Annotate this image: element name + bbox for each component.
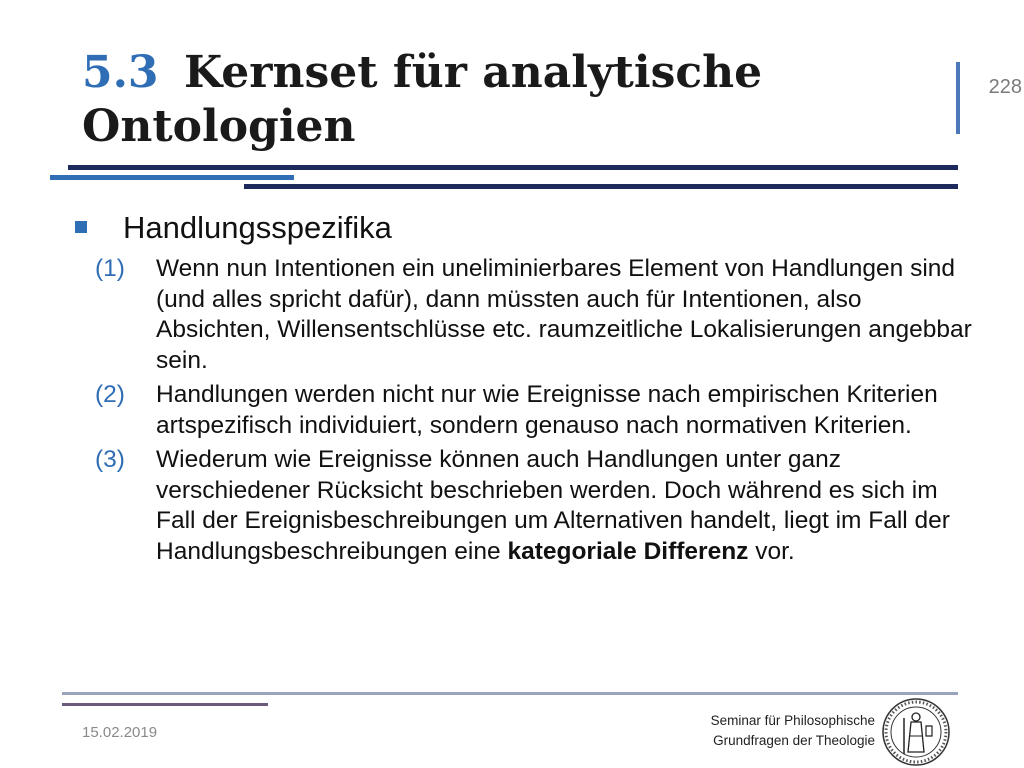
footer-seminar-name xyxy=(700,711,875,751)
section-number: 5.3 xyxy=(82,47,159,98)
footer-rule-accent xyxy=(62,703,268,706)
list-item-marker: (1) xyxy=(95,255,125,282)
page-number: 228 xyxy=(988,76,1022,98)
list-item-text: Handlungen werden nicht nur wie Ereignisse nach empirischen Kriterien artspezifisch individuiert, sondern genauso nach normativen Kriterien. xyxy=(156,381,938,439)
seminar-line-2: Grundfragen der Theologie xyxy=(713,733,875,748)
list-item xyxy=(95,445,975,567)
list-item xyxy=(95,380,975,441)
header-rule-navy-top xyxy=(68,165,958,170)
square-bullet-icon xyxy=(75,221,87,233)
header-vertical-bar xyxy=(956,62,960,134)
slide-title-text: Kernset für analytische Ontologien xyxy=(82,47,763,152)
list-item-text-end: vor. xyxy=(748,537,795,565)
header-rule-navy-bottom xyxy=(244,184,958,189)
main-bullet-text: Handlungsspezifika xyxy=(123,210,392,245)
list-item xyxy=(95,254,975,376)
emphasis-kategoriale-differenz: kategoriale Differenz xyxy=(507,537,749,565)
slide-title xyxy=(82,46,942,154)
numbered-list xyxy=(95,254,975,571)
university-seal-logo xyxy=(880,696,952,768)
footer-date: 15.02.2019 xyxy=(82,724,158,741)
footer-rule xyxy=(62,692,958,695)
list-item-marker: (3) xyxy=(95,446,125,473)
seminar-line-1: Seminar für Philosophische xyxy=(710,713,875,728)
list-item-text-start: Wiederum wie Ereignisse können auch Handlungen unter ganz verschiedener Rücksicht beschrieben werden. Doch während es sich im Fall der Ereignisbeschreibungen um Alternativen handelt, liegt im Fall der Handlungsbeschreibungen eine xyxy=(156,446,950,565)
list-item-marker: (2) xyxy=(95,381,125,408)
list-item-text xyxy=(156,446,950,565)
header-rule-blue-left xyxy=(50,175,294,180)
list-item-text: Wenn nun Intentionen ein uneliminierbares Element von Handlungen sind (und alles spricht dafür), dann müssten auch für Intentionen, also Absichten, Willensentschlüsse etc. raumzeitliche Lokalisierungen angebbar sein. xyxy=(156,255,972,374)
